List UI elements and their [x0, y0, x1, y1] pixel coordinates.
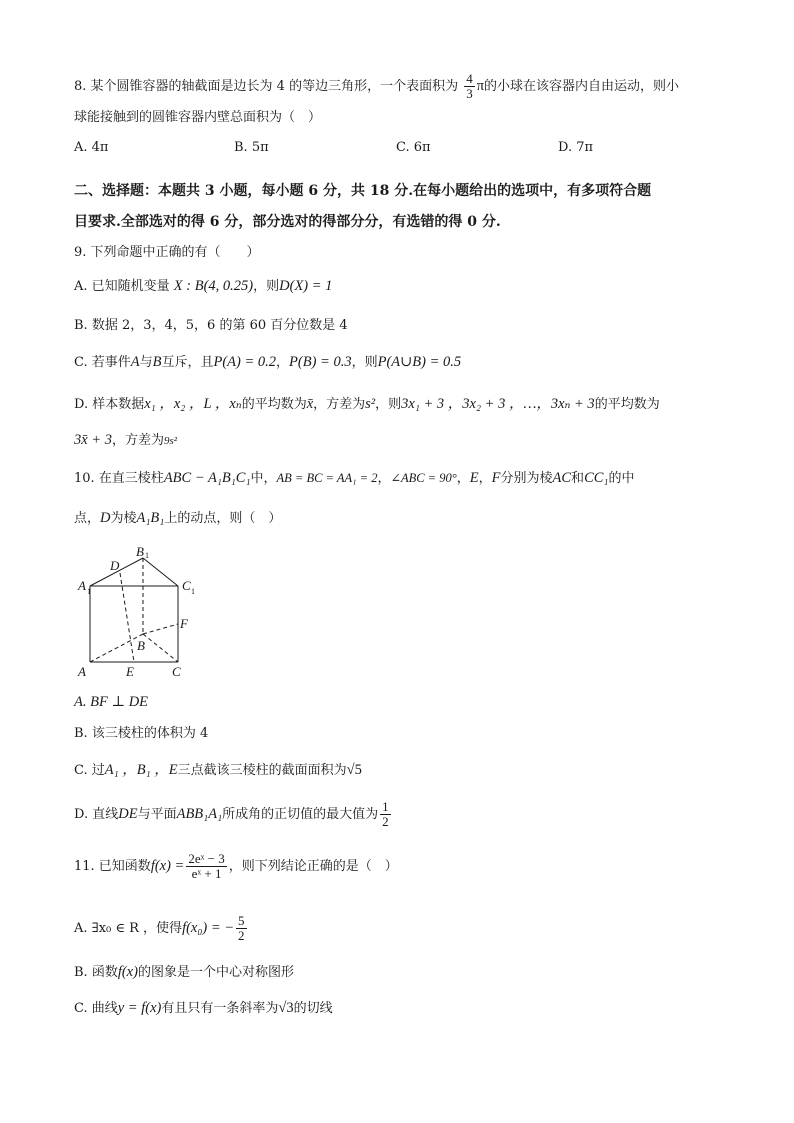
q9-c-event-b: B	[152, 354, 162, 370]
q11-option-b	[74, 962, 294, 983]
label-f: F	[180, 616, 188, 631]
edge-a-b	[90, 634, 143, 662]
label-c1: C	[182, 578, 191, 593]
q8-option-b: B. 5π	[234, 140, 269, 155]
q10-stem-line2	[74, 508, 281, 529]
q10-c-text: C. 过	[74, 763, 105, 778]
edge-b1-c1	[143, 558, 178, 586]
q10-l2-text-b: 为棱	[110, 511, 137, 526]
q11-c-text: C. 曲线	[74, 1001, 118, 1016]
q8-stem-line2: 球能接触到的圆锥容器内壁总面积为（ ）	[74, 110, 322, 125]
q9-option-a	[74, 276, 332, 297]
q9-option-d-line1	[74, 394, 660, 415]
q10-text-f: 分别为棱	[500, 471, 553, 486]
q11-c-post: 的切线	[293, 1001, 333, 1016]
q10-edge-cc1: CC₁	[584, 470, 609, 486]
q8-text-a: 8. 某个圆锥容器的轴截面是边长为 4 的等边三角形，一个表面积为	[74, 79, 459, 94]
q9-option-b: B. 数据 2，3，4，5，6 的第 60 百分位数是 4	[74, 318, 348, 333]
q10-point-f: F	[491, 470, 501, 486]
q8-pi: π	[476, 78, 485, 94]
q9-d-var-text: ，方差为	[111, 433, 164, 448]
segment-b-f	[143, 624, 178, 634]
label-b1: B	[136, 544, 144, 559]
q11-b-text: B. 函数	[74, 965, 118, 980]
q9-stem: 9. 下列命题中正确的有（ ）	[74, 245, 260, 260]
q11-a-fraction	[236, 914, 247, 943]
q10-option-d	[74, 800, 393, 829]
q10-text-h: 的中	[608, 471, 635, 486]
q10-d-plane: ABB₁A₁	[176, 806, 223, 822]
q10-text-a: 10. 在直三棱柱	[74, 471, 164, 486]
q11-fraction	[186, 852, 226, 881]
q10-angle: ∠ABC = 90°	[390, 471, 457, 485]
q10-edge-ac: AC	[552, 470, 572, 486]
q8-stem-line1	[74, 72, 679, 101]
q9-option-d-line2	[74, 430, 177, 451]
q10-d-post: 所成角的正切值的最大值为	[222, 807, 379, 822]
q8-frac-num: 4	[466, 71, 473, 86]
q9-c-sep: ，	[276, 355, 290, 370]
label-d: D	[110, 558, 120, 573]
q10-edge-a1b1: A₁B₁	[136, 510, 165, 526]
q10-d-text: D. 直线	[74, 807, 119, 822]
q10-text-e: ，	[478, 471, 492, 486]
q10-d-fraction	[380, 800, 391, 829]
q11-num: 2eˣ − 3	[188, 851, 225, 866]
q11-a-text: A. ∃x₀ ∈ R ，使得	[74, 921, 183, 936]
q10-text-d: ，	[456, 471, 470, 486]
q11-b-fx: f(x)	[117, 964, 138, 980]
q9-c-pb: P(B) = 0.3	[289, 354, 352, 370]
q11-text-b: ，则下列结论正确的是（ ）	[228, 859, 398, 874]
q10-edges: AB = BC = AA₁ = 2	[276, 471, 378, 485]
q10-d-num: 1	[382, 799, 389, 814]
q9-d-text: D. 样本数据	[74, 397, 145, 412]
q10-d-den: 2	[382, 814, 389, 829]
q10-text-c: ，	[377, 471, 391, 486]
section2-heading-line1: 二、选择题：本题共 3 小题，每小题 6 分，共 18 分.在每小题给出的选项中，有多项符合题	[74, 183, 652, 199]
label-e: E	[126, 664, 134, 679]
q8-option-d: D. 7π	[558, 140, 594, 155]
q9-c-pab: P(A∪B) = 0.5	[377, 354, 462, 370]
label-c1-sub: 1	[191, 587, 195, 596]
q9-a-text: A. 已知随机变量	[74, 279, 170, 294]
q9-a-math: X : B(4, 0.25)	[173, 278, 254, 294]
q11-stem	[74, 852, 398, 881]
label-a: A	[78, 664, 86, 679]
label-b: B	[137, 638, 145, 653]
q10-option-a	[74, 692, 148, 713]
q11-a-num: 5	[238, 913, 245, 928]
prism-figure	[70, 540, 210, 680]
q9-d-s2: s²	[365, 396, 376, 412]
q9-d-vars: x₁ ，x₂ ，L ，xₙ	[144, 396, 242, 412]
q10-c-value: √5	[346, 762, 362, 778]
q8-fraction	[464, 72, 475, 101]
q9-a-math2: D(X) = 1	[279, 278, 333, 294]
q9-d-xbar: x̄	[306, 396, 314, 412]
q9-d-var: 9s²	[164, 435, 178, 447]
label-a1: A	[78, 578, 86, 593]
q8-option-c: C. 6π	[396, 140, 431, 155]
q8-option-a: A. 4π	[74, 140, 109, 155]
q11-b-post: 的图象是一个中心对称图形	[137, 965, 294, 980]
label-c: C	[172, 664, 181, 679]
q10-d-mid: 与平面	[137, 807, 177, 822]
q10-option-b: B. 该三棱柱的体积为 4	[74, 726, 209, 741]
q11-c-mid: 有且只有一条斜率为	[161, 1001, 279, 1016]
q11-fx: f(x) =	[150, 858, 185, 874]
q9-c-text: C. 若事件	[74, 355, 131, 370]
q11-text-a: 11. 已知函数	[74, 859, 151, 874]
q11-a-den: 2	[238, 928, 245, 943]
q10-a-text: A. BF ⊥ DE	[74, 694, 149, 710]
q10-text-b: 中，	[250, 471, 277, 486]
q9-c-event-a: A	[130, 354, 140, 370]
q10-stem-line1	[74, 468, 634, 489]
edge-b-c	[143, 634, 178, 662]
q9-c-text2: 互斥，且	[161, 355, 214, 370]
q9-c-and: 与	[139, 355, 153, 370]
q11-c-value: √3	[278, 1000, 294, 1016]
q11-option-a	[74, 914, 249, 943]
q10-l2-text-c: 上的动点，则（ ）	[164, 511, 282, 526]
q10-point-e: E	[469, 470, 479, 486]
q10-d-line: DE	[118, 806, 138, 822]
q9-d-mid: 的平均数为	[241, 397, 307, 412]
q8-frac-den: 3	[466, 86, 473, 101]
section2-heading-line2: 目要求.全部选对的得 6 分，部分选对的得部分分，有选错的得 0 分.	[74, 214, 501, 230]
q10-text-g: 和	[571, 471, 585, 486]
q9-d-mean: 3x̄ + 3	[74, 432, 112, 448]
label-b1-sub: 1	[145, 551, 149, 560]
q11-den: eˣ + 1	[191, 866, 222, 881]
q11-a-math: f(x₀) = −	[182, 920, 235, 936]
q10-prism: ABC − A₁B₁C₁	[163, 470, 251, 486]
q10-point-d: D	[100, 510, 111, 526]
q10-c-post: 三点截该三棱柱的截面面积为	[177, 763, 347, 778]
q9-option-c	[74, 352, 461, 373]
q9-c-then: ，则	[351, 355, 378, 370]
q9-c-pa: P(A) = 0.2	[213, 354, 277, 370]
q9-d-end: 的平均数为	[594, 397, 660, 412]
q11-option-c	[74, 998, 333, 1019]
q9-d-seq: 3x₁ + 3 ，3x₂ + 3 ，…，3xₙ + 3	[401, 396, 595, 412]
q9-a-mid: ，则	[253, 279, 280, 294]
q10-c-points: A₁ ，B₁ ，E	[104, 762, 178, 778]
q10-option-c	[74, 760, 362, 781]
q9-d-mid2: ，方差为	[313, 397, 366, 412]
q10-l2-text-a: 点，	[74, 511, 101, 526]
q9-d-then: ，则	[375, 397, 402, 412]
label-a1-sub: 1	[87, 587, 91, 596]
q11-c-curve: y = f(x)	[117, 1000, 162, 1016]
q8-text-b: 的小球在该容器内自由运动，则小	[484, 79, 680, 94]
